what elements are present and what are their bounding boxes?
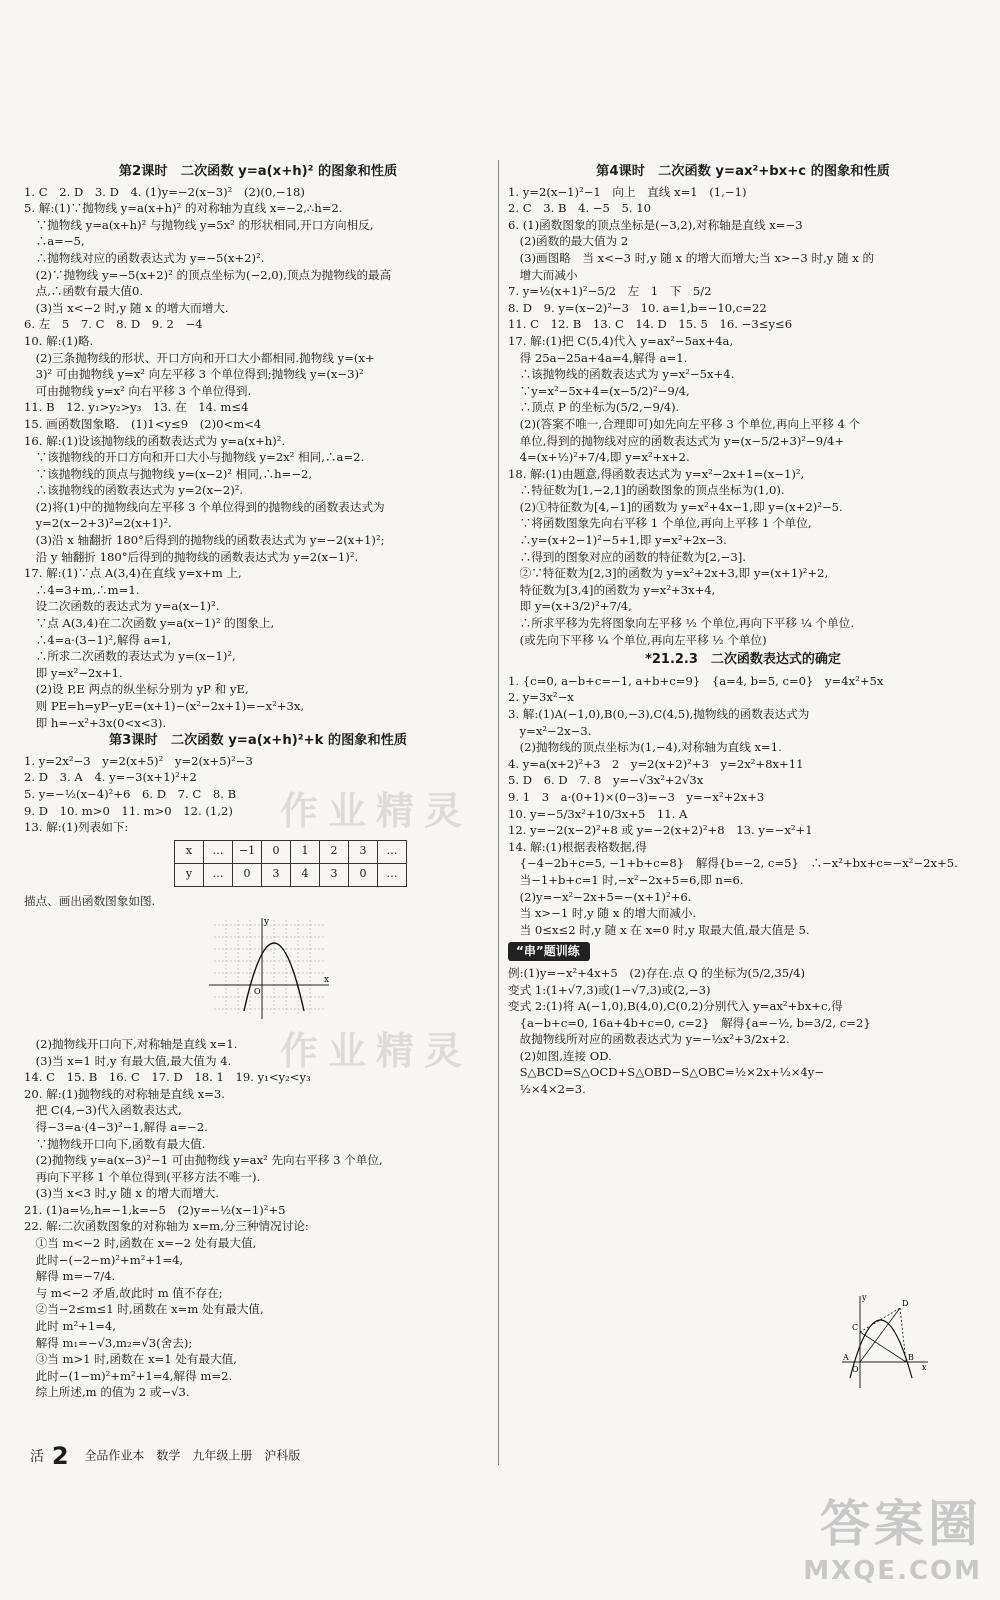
table-cell: y — [175, 863, 204, 886]
answer-line: ∵将函数图象先向右平移 1 个单位,再向上平移 1 个单位, — [508, 516, 812, 531]
answer-line: (2)抛物线开口向下,对称轴是直线 x=1. — [24, 1036, 238, 1051]
svg-text:A: A — [843, 1353, 849, 1362]
answer-line: 1. C 2. D 3. D 4. (1)y=−2(x−3)² (2)(0,−18) — [24, 184, 305, 199]
table-cell: x — [175, 840, 204, 863]
answer-line: (2)函数的最大值为 2 — [508, 234, 629, 249]
answer-line: 2. D 3. A 4. y=−3(x+1)²+2 — [24, 770, 197, 785]
answer-line: 即 y=x²−2x+1. — [24, 665, 123, 680]
table-cell: 1 — [291, 840, 320, 863]
answer-line: ∵该抛物线的开口方向和开口大小与抛物线 y=2x² 相同,∴a=2. — [24, 450, 365, 465]
answers-lesson-3-part2 — [24, 893, 492, 910]
answer-line: 5. y=−½(x−4)²+6 6. D 7. C 8. B — [24, 786, 237, 801]
answer-line: 11. B 12. y₁>y₂>y₃ 13. 在 14. m≤4 — [24, 400, 249, 415]
answer-line: 17. 解:(1)∵点 A(3,4)在直线 y=x+m 上, — [24, 566, 242, 581]
answer-line: 16. 解:(1)设该抛物线的函数表达式为 y=a(x+h)². — [24, 433, 286, 448]
book-info: 全品作业本 数学 九年级上册 沪科版 — [84, 1448, 301, 1463]
answers-lesson-4 — [508, 184, 978, 649]
table-cell: … — [204, 840, 233, 863]
answer-line: ∴4=a·(3−1)²,解得 a=1, — [24, 632, 172, 647]
answer-line: 点,∴函数有最大值0. — [24, 284, 144, 299]
answer-line: 14. 解:(1)根据表格数据,得 — [508, 839, 647, 854]
table-cell: 3 — [320, 863, 349, 886]
answers-chain-practice — [508, 965, 978, 1098]
answer-line: ∴顶点 P 的坐标为(5/2,−9/4). — [508, 400, 680, 415]
answer-line: S△BCD=S△OCD+S△OBD−S△OBC=½×2x+½×4y− — [508, 1065, 825, 1080]
answer-line: {a−b+c=0, 16a+4b+c=0, c=2} 解得{a=−½, b=3/2, c=2} — [508, 1015, 871, 1030]
watermark: 作业精灵 — [280, 1029, 473, 1073]
svg-text:y: y — [264, 917, 270, 928]
answer-line: (2)三条抛物线的形状、开口方向和开口大小都相同.抛物线 y=(x+ — [24, 350, 375, 365]
answer-line: (2)抛物线 y=a(x−3)²−1 可由抛物线 y=ax² 先向右平移 3 个单位, — [24, 1153, 383, 1168]
answer-line: 22. 解:二次函数图象的对称轴为 x=m,分三种情况讨论: — [24, 1219, 309, 1234]
answer-line: 即 h=−x²+3x(0<x<3). — [24, 715, 167, 730]
triangle-graph — [840, 1292, 930, 1392]
page-number: 2 — [51, 1442, 69, 1470]
answer-line: ∵该抛物线的顶点与抛物线 y=(x−2)² 相同,∴h=−2, — [24, 466, 313, 481]
answer-line: 解得 m=−7/4. — [24, 1269, 116, 1284]
answer-line: 变式 1:(1+√7,3)或(1−√7,3)或(2,−3) — [508, 982, 711, 997]
answer-line: ∵点 A(3,4)在二次函数 y=a(x−1)² 的图象上, — [24, 616, 275, 631]
table-cell: 3 — [349, 840, 378, 863]
section-title-lesson-2: 第2课时 二次函数 y=a(x+h)² 的图象和性质 — [118, 164, 398, 179]
section-title-lesson-4: 第4课时 二次函数 y=ax²+bx+c 的图象和性质 — [596, 164, 890, 179]
answer-line: (2)如图,连接 OD. — [508, 1048, 612, 1063]
answer-line: 20. 解:(1)抛物线的对称轴是直线 x=3. — [24, 1086, 225, 1101]
answer-line: 14. C 15. B 16. C 17. D 18. 1 19. y₁<y₂<y₃ — [24, 1070, 311, 1085]
svg-text:x: x — [922, 1363, 927, 1372]
answers-21-2-3 — [508, 673, 978, 939]
table-cell: … — [204, 863, 233, 886]
answer-line: 8. D 9. y=(x−2)²−3 10. a=1,b=−10,c=22 — [508, 300, 767, 315]
answer-line: ∴4=3+m,∴m=1. — [24, 582, 140, 597]
answer-line: 21. (1)a=½,h=−1,k=−5 (2)y=−½(x−1)²+5 — [24, 1202, 286, 1217]
answer-line: 2. y=3x²−x — [508, 690, 574, 705]
answer-line: (或先向下平移 ¼ 个单位,再向左平移 ½ 个单位) — [508, 632, 767, 647]
answer-line: ∴抛物线对应的函数表达式为 y=−5(x+2)². — [24, 250, 265, 265]
answer-line: 18. 解:(1)由题意,得函数表达式为 y=x²−2x+1=(x−1)², — [508, 466, 805, 481]
answer-line: (3)画图略 当 x<−3 时,y 随 x 的增大而增大;当 x>−3 时,y 随 x 的 — [508, 250, 875, 265]
watermark: 作业精灵 — [280, 789, 473, 833]
table-row-x — [175, 840, 407, 863]
answer-line: 13. 解:(1)列表如下: — [24, 820, 129, 835]
answer-line: ∴所求二次函数的表达式为 y=(x−1)², — [24, 649, 236, 664]
answer-line: ∴得到的图象对应的函数的特征数为[2,−3]. — [508, 549, 746, 564]
answer-line: 当 0≤x≤2 时,y 随 x 在 x=0 时,y 取最大值,最大值是 5. — [508, 922, 810, 937]
answer-line: 把 C(4,−3)代入函数表达式, — [24, 1103, 182, 1118]
page-footer — [30, 1442, 300, 1470]
svg-text:D: D — [902, 1299, 909, 1308]
answer-line: (3)当 x=1 时,y 有最大值,最大值为 4. — [24, 1053, 232, 1068]
answer-line: 沿 y 轴翻折 180°后得到的抛物线的函数表达式为 y=2(x−1)². — [24, 549, 359, 564]
table-cell: 4 — [291, 863, 320, 886]
answers-lesson-3-part3 — [24, 1036, 492, 1401]
answer-line: 再向下平移 1 个单位得到(平移方法不唯一). — [24, 1169, 261, 1184]
chain-practice-badge: “串”题训练 — [508, 942, 590, 961]
right-column — [508, 162, 978, 1098]
answer-line: ∴特征数为[1,−2,1]的函数图象的顶点坐标为(1,0). — [508, 483, 785, 498]
answer-line: 此时−(1−m)²+m²+1=4,解得 m=2. — [24, 1368, 233, 1383]
answer-line: 此时−(−2−m)²+m²+1=4, — [24, 1252, 184, 1267]
answer-line: 9. D 10. m>0 11. m>0 12. (1,2) — [24, 803, 233, 818]
table-cell: 3 — [262, 863, 291, 886]
answer-line: y=2(x−2+3)²=2(x+1)². — [24, 516, 172, 531]
answer-line: 得 25a−25a+4a=4,解得 a=1. — [508, 350, 688, 365]
answer-line: 即 y=(x+3/2)²+7/4, — [508, 599, 632, 614]
answer-line: 当−1+b+c=1 时,−x²−2x+5=6,即 n=6. — [508, 872, 744, 887]
answer-line: 2. C 3. B 4. −5 5. 10 — [508, 201, 652, 216]
answer-line: 综上所述,m 的值为 2 或−√3. — [24, 1385, 190, 1400]
table-cell: … — [378, 863, 407, 886]
answer-line: (2)∵抛物线 y=−5(x+2)² 的顶点坐标为(−2,0),顶点为抛物线的最高 — [24, 267, 392, 282]
answer-line: (2)①特征数为[4,−1]的函数为 y=x²+4x−1,即 y=(x+2)²−5. — [508, 499, 843, 514]
answer-line: (2)y=−x²−2x+5=−(x+1)²+6. — [508, 889, 692, 904]
svg-text:O: O — [852, 1365, 859, 1374]
answer-line: 此时 m²+1=4, — [24, 1319, 116, 1334]
answer-line: 7. y=½(x+1)²−5/2 左 1 下 5/2 — [508, 284, 712, 299]
column-divider — [498, 160, 499, 1465]
logo-url: MXQE.COM — [803, 1556, 982, 1586]
answer-line: 得−3=a·(4−3)²−1,解得 a=−2. — [24, 1119, 208, 1134]
answer-line: 11. C 12. B 13. C 14. D 15. 5 16. −3≤y≤6 — [508, 317, 793, 332]
answer-line: 12. y=−2(x−2)²+8 或 y=−2(x+2)²+8 13. y=−x²+1 — [508, 823, 813, 838]
answer-line: ②∵特征数为[2,3]的函数为 y=x²+2x+3,即 y=(x+1)²+2, — [508, 566, 829, 581]
answer-line: ∴所求平移为先将图象向左平移 ½ 个单位,再向下平移 ¼ 个单位. — [508, 616, 855, 631]
table-cell: 2 — [320, 840, 349, 863]
answer-line: (3)当 x<−2 时,y 随 x 的增大而增大. — [24, 300, 229, 315]
answer-line: ③当 m>1 时,函数在 x=1 处有最大值, — [24, 1352, 237, 1367]
table-cell: 0 — [233, 863, 262, 886]
answer-line: 解得 m₁=−√3,m₂=√3(舍去); — [24, 1335, 193, 1350]
answer-line: ②当−2≤m≤1 时,函数在 x=m 处有最大值, — [24, 1302, 264, 1317]
answer-line: 17. 解:(1)把 C(5,4)代入 y=ax²−5ax+4a, — [508, 333, 734, 348]
answer-line: 5. D 6. D 7. 8 y=−√3x²+2√3x — [508, 773, 704, 788]
answer-line: ∵y=x²−5x+4=(x−5/2)²−9/4, — [508, 383, 690, 398]
answer-line: 10. 解:(1)略. — [24, 333, 94, 348]
section-title-lesson-3: 第3课时 二次函数 y=a(x+h)²+k 的图象和性质 — [108, 733, 408, 749]
answer-line: 10. y=−5/3x²+10/3x+5 11. A — [508, 806, 688, 821]
svg-text:y: y — [862, 1293, 867, 1302]
answer-line: ∴该抛物线的函数表达式为 y=x²−5x+4. — [508, 367, 735, 382]
table-cell: −1 — [233, 840, 262, 863]
answer-line: 15. 画函数图象略. (1)1<y≤9 (2)0<m<4 — [24, 416, 262, 431]
answer-line: {−4−2b+c=5, −1+b+c=8} 解得{b=−2, c=5} ∴−x²+bx+c=−x²−2x+5. — [508, 856, 958, 871]
answers-lesson-2 — [24, 184, 492, 732]
svg-text:x: x — [324, 975, 330, 986]
answer-line: (3)当 x<3 时,y 随 x 的增大而增大. — [24, 1186, 219, 1201]
answer-line: 例:(1)y=−x²+4x+5 (2)存在.点 Q 的坐标为(5/2,35/4) — [508, 965, 805, 980]
answer-line: 当 x>−1 时,y 随 x 的增大而减小. — [508, 906, 697, 921]
answer-line: 设二次函数的表达式为 y=a(x−1)². — [24, 599, 220, 614]
answer-line: ∴y=(x+2−1)²−5+1,即 y=x²+2x−3. — [508, 533, 727, 548]
answer-line: ∵抛物线 y=a(x+h)² 与抛物线 y=5x² 的形状相同,开口方向相反, — [24, 217, 374, 232]
table-cell: 0 — [349, 863, 378, 886]
answer-line: 4=(x+½)²+7/4,即 y=x²+x+2. — [508, 450, 690, 465]
answer-line: 5. 解:(1)∵抛物线 y=a(x+h)² 的对称轴为直线 x=−2,∴h=2. — [24, 201, 343, 216]
answer-line: y=x²−2x−3. — [508, 723, 592, 738]
answer-line: 增大而减小 — [508, 267, 578, 282]
answer-line: 1. y=2(x−1)²−1 向上 直线 x=1 (1,−1) — [508, 184, 747, 199]
answer-line: 可由抛物线 y=x² 向右平移 3 个单位得到. — [24, 383, 252, 398]
table-cell: … — [378, 840, 407, 863]
answer-line: (2)将(1)中的抛物线向左平移 3 个单位得到的抛物线的函数表达式为 — [24, 499, 385, 514]
footer-mark: 活 — [30, 1449, 44, 1465]
answer-line: ∴该抛物线的函数表达式为 y=2(x−2)². — [24, 483, 244, 498]
answer-line: 6. 左 5 7. C 8. D 9. 2 −4 — [24, 317, 203, 332]
svg-text:C: C — [852, 1323, 859, 1332]
svg-text:O: O — [254, 987, 261, 997]
answer-line: 4. y=a(x+2)²+3 2 y=2(x+2)²+3 y=2x²+8x+11 — [508, 756, 804, 771]
svg-text:B: B — [908, 1353, 914, 1362]
answer-line: 则 PE=h=yP−yE=(x+1)−(x²−2x+1)=−x²+3x, — [24, 699, 305, 713]
answer-line: (3)沿 x 轴翻折 180°后得到的抛物线的函数表达式为 y=−2(x+1)²; — [24, 533, 385, 548]
table-cell: 0 — [262, 840, 291, 863]
section-title-21-2-3: *21.2.3 二次函数表达式的确定 — [645, 652, 841, 668]
answer-line: (2)(答案不唯一,合理即可)如先向左平移 3 个单位,再向上平移 4 个 — [508, 416, 861, 431]
answer-line: 单位,得到的抛物线对应的函数表达式为 y=(x−5/2+3)²−9/4+ — [508, 433, 845, 448]
answer-line: 9. 1 3 a·(0+1)×(0−3)=−3 y=−x²+2x+3 — [508, 789, 765, 804]
logo-text: 答案圈 — [820, 1495, 982, 1553]
parabola-graph — [204, 915, 334, 1025]
table-row-y — [175, 863, 407, 886]
answer-line: 描点、画出函数图象如图. — [24, 893, 156, 908]
answer-line: ∴a=−5, — [24, 234, 85, 249]
answer-line: 6. (1)函数图象的顶点坐标是(−3,2),对称轴是直线 x=−3 — [508, 217, 803, 232]
answer-line: (2)设 P,E 两点的纵坐标分别为 yP 和 yE, — [24, 682, 249, 697]
answer-line: 1. {c=0, a−b+c=−1, a+b+c=9} {a=4, b=5, c=0} y=4x²+5x — [508, 673, 884, 688]
answer-line: ½×4×2=3. — [508, 1082, 586, 1097]
answer-line: 变式 2:(1)将 A(−1,0),B(4,0),C(0,2)分别代入 y=ax²+bx+c,得 — [508, 999, 843, 1014]
answer-line: ①当 m<−2 时,函数在 x=−2 处有最大值, — [24, 1236, 257, 1251]
answer-line: 3)² 可由抛物线 y=x² 向左平移 3 个单位得到;抛物线 y=(x−3)² — [24, 367, 364, 382]
answer-line: ∵抛物线开口向下,函数有最大值. — [24, 1136, 206, 1151]
answer-line: 故抛物线所对应的函数表达式为 y=−½x²+3/2x+2. — [508, 1032, 790, 1047]
answer-line: 与 m<−2 矛盾,故此时 m 值不存在; — [24, 1285, 223, 1300]
value-table — [174, 840, 407, 887]
answer-line: 特征数为[3,4]的函数为 y=x²+3x+4, — [508, 582, 716, 597]
answer-line: 1. y=2x²−3 y=2(x+5)² y=2(x+5)²−3 — [24, 753, 253, 768]
answer-line: 3. 解:(1)A(−1,0),B(0,−3),C(4,5),抛物线的函数表达式为 — [508, 707, 810, 721]
answer-line: (2)抛物线的顶点坐标为(1,−4),对称轴为直线 x=1. — [508, 740, 782, 755]
site-logo — [803, 1484, 982, 1586]
